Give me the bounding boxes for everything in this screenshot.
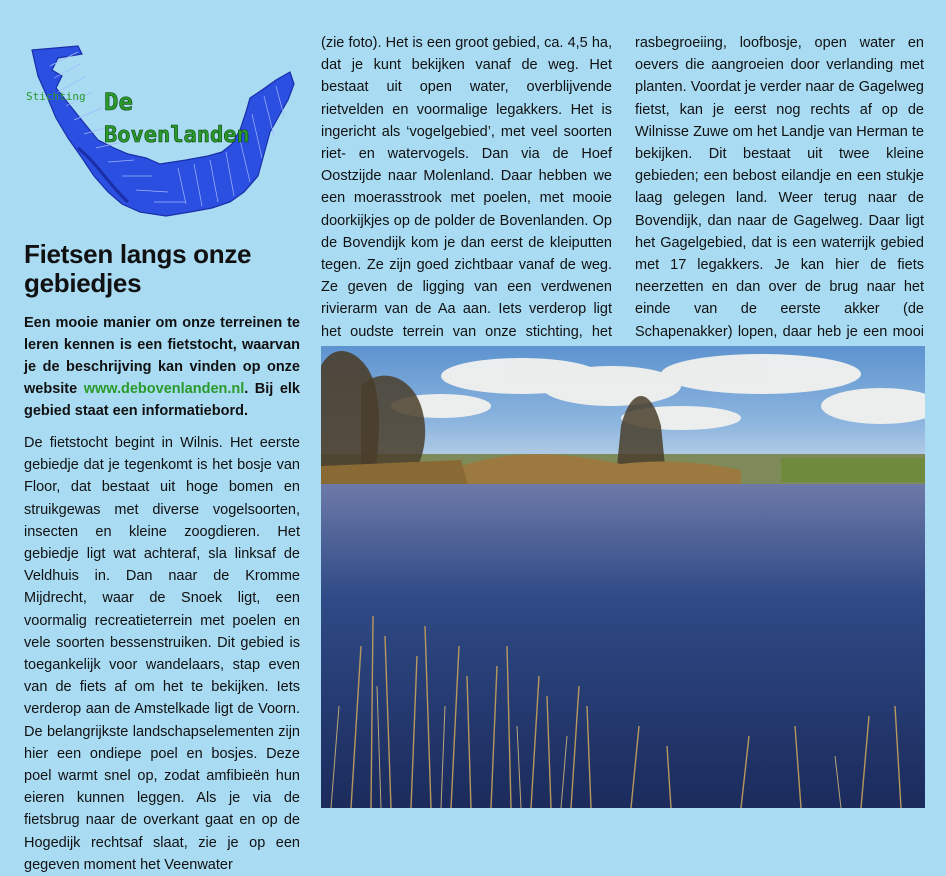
body-column-3-text: rasbegroeiing, loofbosje, open water en oevers die aangroeien door verlanding met planten. Voordat je verder naar de Gagelweg fietst, kan je eerst nog rechts af op de Wilnisse Zuwe om het Landje van Herman te bekijken. Dit bestaat uit twee kleine gebieden; een bebost eilandje en een stukje laag gelegen land. Weer terug naar de Bovendijk, dan naar de Gagelweg. Daar ligt het Gagelgebied, dat is een waterrijk gebied met 17 legakkers. Je kan hier de fiets neerzetten en dan over de brug naar het einde van de eerste akker (de Schapenakker) lopen, daar heb je een mooi (635, 35, 924, 340)
logo-word-de: De (104, 88, 133, 116)
landscape-photo (321, 346, 925, 808)
website-link[interactable]: www.debovenlanden.nl (83, 381, 245, 397)
logo-prefix: Stichting (26, 90, 86, 103)
article-lead (24, 312, 300, 422)
body-column-1: De fietstocht begint in Wilnis. Het eerste gebiedje dat je tegenkomt is het bosje van Floor, dat bestaat uit hoge bomen en struikgewas met diverse vogelsoorten, insecten en kleine zoogdieren. Het gebiedje ligt wat achteraf, sla linksaf de Veldhuis in. Dan naar de Kromme Mijdrecht, waar de Snoek ligt, een voormalig recreatieterrein met poelen en vele soorten bessenstruiken. Dit gebied is toegankelijk voor wandelaars, stap even van de fiets af om het te bekijken. Iets verderop aan de Amstelkade ligt de Voorn. De belangrijkste landschapselementen zijn hier een ondiepe poel en bosjes. Deze poel warmt snel op, zodat amfibieën hun eieren kunnen leggen. Als je via de fietsbrug naar de overkant gaat en op de Hogedijk rechtsaf slaat, zie je op een gegeven moment het Veenwater (24, 435, 300, 873)
lead-text: Een mooie manier om onze terreinen te leren kennen is een fietstocht, waarvan je de beschrijving kan vinden op onze website (24, 315, 300, 397)
lead-tail: . Bij elk gebied staat een informatiebord. (24, 381, 300, 419)
article-title: Fietsen langs onze gebiedjes (24, 239, 252, 298)
bovenlanden-logo (18, 36, 300, 232)
body-column-2: (zie foto). Het is een groot gebied, ca. 4,5 ha, dat je kunt bekijken vanaf de weg. Het bestaat uit open water, overblijvende rietvelden en voormalige legakkers. Het is ingericht als ‘vogelgebied’, met veel soorten riet- en watervogels. Dan via de Hoef Oostzijde naar Molenland. Daar hebben we een moerasstrook met poelen, met mooie doorkijkjes op de polder de Bovenlanden. Op de Bovendijk kom je dan eerst de kleiputten tegen. Ze zijn goed zichtbaar vanaf de weg. Ze geven de ligging van een verdwenen rivierarm van de Aa aan. Iets verderop ligt het oudste terrein van onze stichting, het (321, 35, 612, 340)
logo-word-bovenlanden: Bovenlanden (104, 123, 250, 148)
